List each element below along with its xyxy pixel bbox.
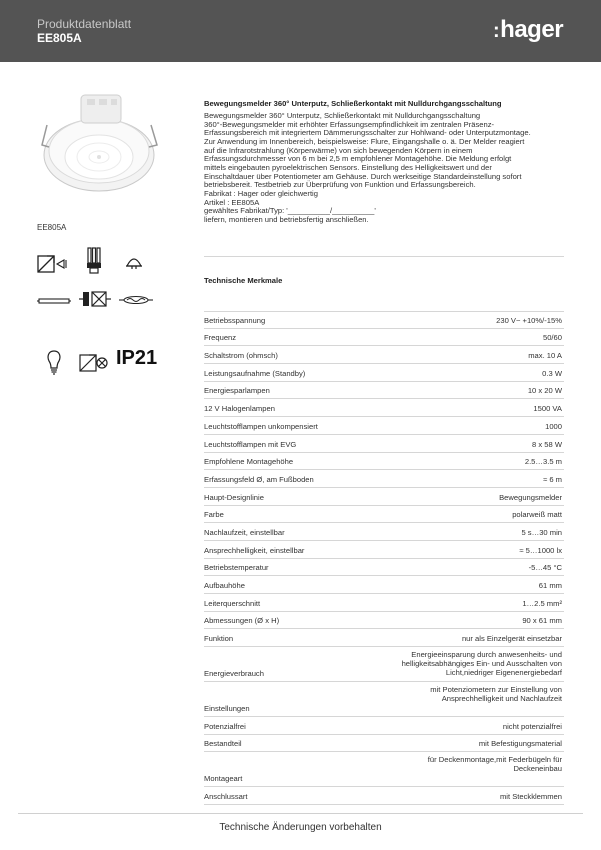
spec-value: -5…45 °C bbox=[528, 563, 562, 573]
spec-value-line: für Deckenmontage,mit Federbügeln für bbox=[427, 755, 562, 765]
table-row bbox=[204, 346, 564, 364]
description-line: Erfassungsbereich mit integriertem Dämmerungsschalter zur Hohlwand- oder Unterputzmontage. bbox=[204, 128, 531, 138]
spec-value: ≈ 6 m bbox=[543, 474, 562, 484]
switch-device-symbol-icon bbox=[79, 352, 109, 374]
incandescent-lamp-icon bbox=[46, 350, 62, 376]
description-line: Erfassungsdurchmesser von 6 m bei 2,5 m empfohlener Montagehöhe. Die Meldung erfolgt bbox=[204, 154, 512, 164]
spec-label: 12 V Halogenlampen bbox=[204, 404, 275, 414]
spec-label: Ansprechhelligkeit, einstellbar bbox=[204, 545, 305, 555]
spec-label: Frequenz bbox=[204, 333, 237, 343]
description-line: Zur Anwendung im Innenbereich, beispielsweise: Flure, Eingangshalle o. ä. Der Melder reagiert bbox=[204, 136, 525, 146]
spec-value: 0.3 W bbox=[542, 368, 562, 378]
table-row bbox=[204, 364, 564, 382]
description-line: mittels eingebauten pyroelektrischen Sensors. Einstellung des Helligkeitswert und der bbox=[204, 162, 492, 172]
divider bbox=[204, 256, 564, 257]
document-code: EE805A bbox=[37, 31, 82, 45]
product-description bbox=[204, 112, 564, 225]
spec-label: Betriebstemperatur bbox=[204, 563, 269, 573]
product-image bbox=[37, 85, 167, 200]
spec-label: Empfohlene Montagehöhe bbox=[204, 457, 294, 467]
table-row bbox=[204, 435, 564, 453]
table-row bbox=[204, 311, 564, 329]
spec-label: Leuchtstofflampen mit EVG bbox=[204, 439, 297, 449]
table-row bbox=[204, 382, 564, 400]
table-row bbox=[204, 717, 564, 735]
spec-value-line: Ansprechhelligkeit und Nachlaufzeit bbox=[441, 694, 562, 704]
spec-value-line: Deckeneinbau bbox=[513, 764, 562, 774]
spec-label: Haupt-Designlinie bbox=[204, 492, 264, 502]
table-row bbox=[204, 752, 564, 787]
spec-label: Anschlussart bbox=[204, 792, 248, 802]
fluorescent-tube-icon bbox=[37, 296, 71, 306]
description-line: betriebsbereit. Testbetrieb zur Überprüfung von Funktion und Erfassungsbereich. bbox=[204, 180, 476, 190]
table-row bbox=[204, 647, 564, 682]
description-line: Fabrikat : Hager oder gleichwertig bbox=[204, 188, 318, 198]
spec-value: nicht potenzialfrei bbox=[502, 721, 562, 731]
spec-label: Einstellungen bbox=[204, 704, 250, 714]
halogen-rod-lamp-icon bbox=[119, 294, 153, 306]
spec-label: Bestandteil bbox=[204, 739, 242, 749]
logo-text: hager bbox=[500, 16, 564, 43]
logo-mark-icon: : bbox=[493, 20, 500, 42]
spec-value: 1…2.5 mm² bbox=[522, 598, 562, 608]
spec-value: 8 x 58 W bbox=[532, 439, 562, 449]
description-line: liefern, montieren und betriebsfertig anschließen. bbox=[204, 214, 369, 224]
spec-value bbox=[402, 650, 562, 677]
description-line: gewähltes Fabrikat/Typ: '__________/__________' bbox=[204, 206, 376, 216]
table-row bbox=[204, 559, 564, 577]
spec-label: Energieverbrauch bbox=[204, 669, 264, 679]
table-row bbox=[204, 576, 564, 594]
table-row bbox=[204, 470, 564, 488]
spec-label: Aufbauhöhe bbox=[204, 581, 245, 590]
spec-value: 90 x 61 mm bbox=[522, 616, 562, 626]
product-title: Bewegungsmelder 360° Unterputz, Schließerkontakt mit Nulldurchgangsschaltung bbox=[204, 99, 502, 108]
hager-logo bbox=[493, 16, 563, 44]
description-line: Einschaltdauer über Potentiometer am Gehäuse. Durch werkseitige Standardeinstellung sofort bbox=[204, 171, 522, 181]
table-row bbox=[204, 453, 564, 471]
table-row bbox=[204, 329, 564, 347]
ip-rating-label: IP21 bbox=[116, 347, 158, 369]
halogen-lamp-icon bbox=[125, 254, 143, 270]
spec-value bbox=[428, 755, 562, 773]
spec-label: Betriebsspannung bbox=[204, 315, 266, 325]
document-type: Produktdatenblatt bbox=[37, 17, 132, 31]
description-line: Bewegungsmelder 360° Unterputz, Schließerkontakt mit Nulldurchgangsschaltung bbox=[204, 111, 481, 120]
table-row bbox=[204, 488, 564, 506]
spec-value bbox=[430, 685, 562, 703]
spec-value: 5 s…30 min bbox=[521, 527, 562, 537]
spec-label: Erfassungsfeld Ø, am Fußboden bbox=[204, 474, 314, 484]
spec-label: Abmessungen (Ø x H) bbox=[204, 616, 280, 626]
table-row bbox=[204, 399, 564, 417]
spec-value: polarweiß matt bbox=[512, 510, 562, 520]
spec-value: 50/60 bbox=[542, 333, 562, 343]
spec-value: 230 V~ +10%/-15% bbox=[496, 315, 562, 325]
spec-value-line: mit Potenziometern zur Einstellung von bbox=[430, 685, 562, 695]
spec-label: Farbe bbox=[204, 510, 224, 520]
motion-detector-symbol-icon bbox=[37, 252, 69, 276]
spec-value-line: Licht,niedriger Eigenenergiebedarf bbox=[445, 668, 562, 678]
ballast-symbol-icon bbox=[78, 289, 112, 309]
table-row bbox=[204, 787, 564, 805]
spec-value: nur als Einzelgerät einsetzbar bbox=[461, 634, 562, 644]
spec-label: Leuchtstofflampen unkompensiert bbox=[204, 421, 318, 431]
table-row bbox=[204, 417, 564, 435]
page-header bbox=[0, 0, 601, 62]
spec-value: max. 10 A bbox=[528, 351, 562, 361]
spec-label: Energiesparlampen bbox=[204, 386, 270, 396]
energy-saving-lamp-icon bbox=[86, 247, 102, 275]
spec-label: Nachlaufzeit, einstellbar bbox=[204, 527, 285, 537]
article-label: EE805A bbox=[37, 223, 67, 232]
description-line: 360°-Bewegungsmelder mit erhöhter Erfassungsempfindlichkeit im zentralen Präsenz- bbox=[204, 119, 495, 129]
footer-divider bbox=[18, 813, 583, 814]
spec-value: 1000 bbox=[545, 421, 562, 431]
spec-value: 2.5…3.5 m bbox=[524, 457, 562, 467]
table-row bbox=[204, 541, 564, 559]
spec-label: Potenzialfrei bbox=[204, 721, 246, 731]
spec-label: Leistungsaufnahme (Standby) bbox=[204, 368, 306, 378]
table-row bbox=[204, 594, 564, 612]
spec-value: Bewegungsmelder bbox=[499, 492, 562, 502]
spec-value: mit Steckklemmen bbox=[499, 792, 562, 802]
spec-label: Schaltstrom (ohmsch) bbox=[204, 351, 278, 361]
table-row bbox=[204, 682, 564, 717]
description-line: Artikel : EE805A bbox=[204, 197, 260, 207]
description-line: auf die Infrarotstrahlung (Körperwärme) von sich bewegenden Körpern in einem bbox=[204, 145, 473, 155]
spec-value: 10 x 20 W bbox=[527, 386, 562, 396]
spec-value: 61 mm bbox=[538, 581, 562, 590]
spec-value: mit Befestigungsmaterial bbox=[478, 739, 562, 749]
table-row bbox=[204, 629, 564, 647]
spec-value: ≈ 5…1000 lx bbox=[519, 545, 562, 555]
spec-label: Leiterquerschnitt bbox=[204, 598, 261, 608]
table-row bbox=[204, 735, 564, 753]
table-row bbox=[204, 612, 564, 630]
footer-note: Technische Änderungen vorbehalten bbox=[219, 822, 382, 833]
table-row bbox=[204, 523, 564, 541]
spec-label: Funktion bbox=[204, 634, 234, 644]
spec-value-line: Energieeinsparung durch anwesenheits- und bbox=[411, 650, 562, 660]
spec-table bbox=[204, 311, 564, 805]
table-row bbox=[204, 506, 564, 524]
spec-value: 1500 VA bbox=[533, 404, 562, 414]
spec-label: Montageart bbox=[204, 774, 243, 784]
spec-value-line: helligkeitsabhängiges Ein- und Ausschalten von bbox=[401, 659, 562, 669]
section-title: Technische Merkmale bbox=[204, 276, 283, 285]
